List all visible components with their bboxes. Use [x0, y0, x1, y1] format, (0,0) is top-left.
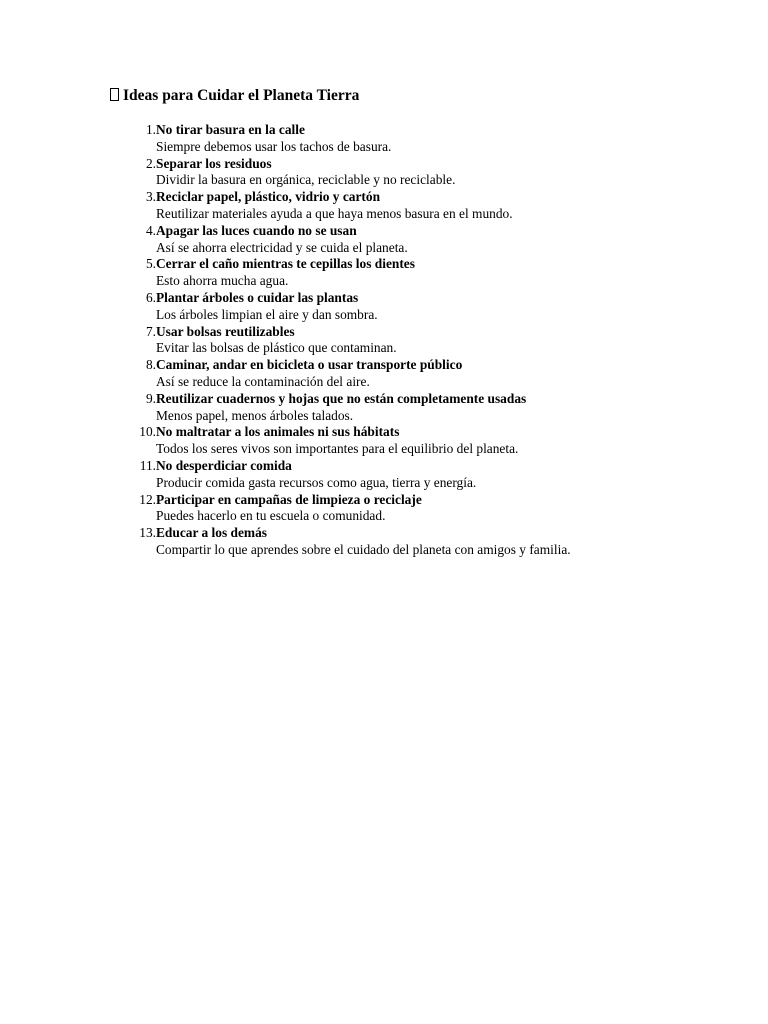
- item-description: Producir comida gasta recursos como agua, tierra y energía.: [156, 474, 477, 490]
- list-item: [114, 256, 571, 290]
- item-title: Reutilizar cuadernos y hojas que no están completamente usadas: [156, 390, 527, 406]
- item-description: Evitar las bolsas de plástico que contaminan.: [156, 340, 397, 356]
- item-description: Compartir lo que aprendes sobre el cuidado del planeta con amigos y familia.: [156, 541, 571, 557]
- list-item: [114, 357, 571, 391]
- item-title: Cerrar el caño mientras te cepillas los dientes: [156, 256, 415, 272]
- item-content: [156, 458, 476, 492]
- item-number: 12.: [139, 491, 156, 507]
- list-item: [114, 156, 571, 190]
- item-number: 11.: [139, 457, 156, 473]
- item-description: Siempre debemos usar los tachos de basura.: [156, 138, 392, 154]
- item-content: [156, 256, 415, 290]
- item-number: 13.: [139, 525, 156, 541]
- item-description: Dividir la basura en orgánica, reciclable y no reciclable.: [156, 172, 456, 188]
- item-content: [156, 357, 462, 391]
- item-title: Caminar, andar en bicicleta o usar transporte público: [156, 357, 463, 373]
- item-description: Puedes hacerlo en tu escuela o comunidad.: [156, 508, 386, 524]
- item-description: Esto ahorra mucha agua.: [156, 273, 289, 289]
- item-description: Así se reduce la contaminación del aire.: [156, 373, 370, 389]
- list-item: [114, 122, 571, 156]
- item-title: Participar en campañas de limpieza o reciclaje: [156, 491, 422, 507]
- list-item: [114, 525, 571, 559]
- item-number: 10.: [139, 424, 156, 440]
- list-item: [114, 324, 571, 358]
- item-content: [156, 391, 526, 425]
- item-content: [156, 189, 513, 223]
- list-item: [114, 223, 571, 257]
- item-title: Separar los residuos: [156, 155, 272, 171]
- item-content: [156, 424, 518, 458]
- item-content: [156, 156, 455, 190]
- item-content: [156, 223, 408, 257]
- item-content: [156, 525, 571, 559]
- item-content: [156, 290, 378, 324]
- item-number: 1.: [145, 122, 156, 137]
- item-description: Así se ahorra electricidad y se cuida el planeta.: [156, 239, 408, 255]
- item-title: Educar a los demás: [156, 525, 267, 541]
- list-item: [114, 290, 571, 324]
- item-description: Todos los seres vivos son importantes para el equilibrio del planeta.: [156, 441, 519, 457]
- item-number: 4.: [145, 222, 156, 238]
- item-title: Reciclar papel, plástico, vidrio y cartón: [156, 189, 381, 205]
- item-number: 5.: [145, 256, 156, 272]
- item-number: 6.: [145, 289, 156, 305]
- item-title: Usar bolsas reutilizables: [156, 323, 295, 339]
- document-title: [110, 86, 359, 106]
- document-title-text: Ideas para Cuidar el Planeta Tierra: [123, 87, 360, 104]
- list-item: [114, 189, 571, 223]
- item-title: Apagar las luces cuando no se usan: [156, 222, 357, 238]
- item-content: [156, 324, 397, 358]
- list-item: [114, 492, 571, 526]
- list-item: [114, 391, 571, 425]
- missing-glyph-icon: [110, 88, 119, 101]
- item-title: Plantar árboles o cuidar las plantas: [156, 289, 359, 305]
- item-content: [156, 122, 391, 156]
- item-number: 8.: [145, 357, 156, 373]
- item-description: Reutilizar materiales ayuda a que haya menos basura en el mundo.: [156, 205, 513, 221]
- item-number: 3.: [145, 189, 156, 205]
- item-number: 7.: [145, 323, 156, 339]
- list-item: [114, 458, 571, 492]
- item-description: Los árboles limpian el aire y dan sombra.: [156, 306, 378, 322]
- item-description: Menos papel, menos árboles talados.: [156, 407, 354, 423]
- item-title: No desperdiciar comida: [156, 457, 292, 473]
- item-content: [156, 492, 422, 526]
- item-number: 9.: [145, 390, 156, 406]
- ideas-list: [114, 122, 571, 559]
- item-title: No tirar basura en la calle: [156, 122, 305, 137]
- list-item: [114, 424, 571, 458]
- item-title: No maltratar a los animales ni sus hábitats: [156, 424, 400, 440]
- item-number: 2.: [145, 155, 156, 171]
